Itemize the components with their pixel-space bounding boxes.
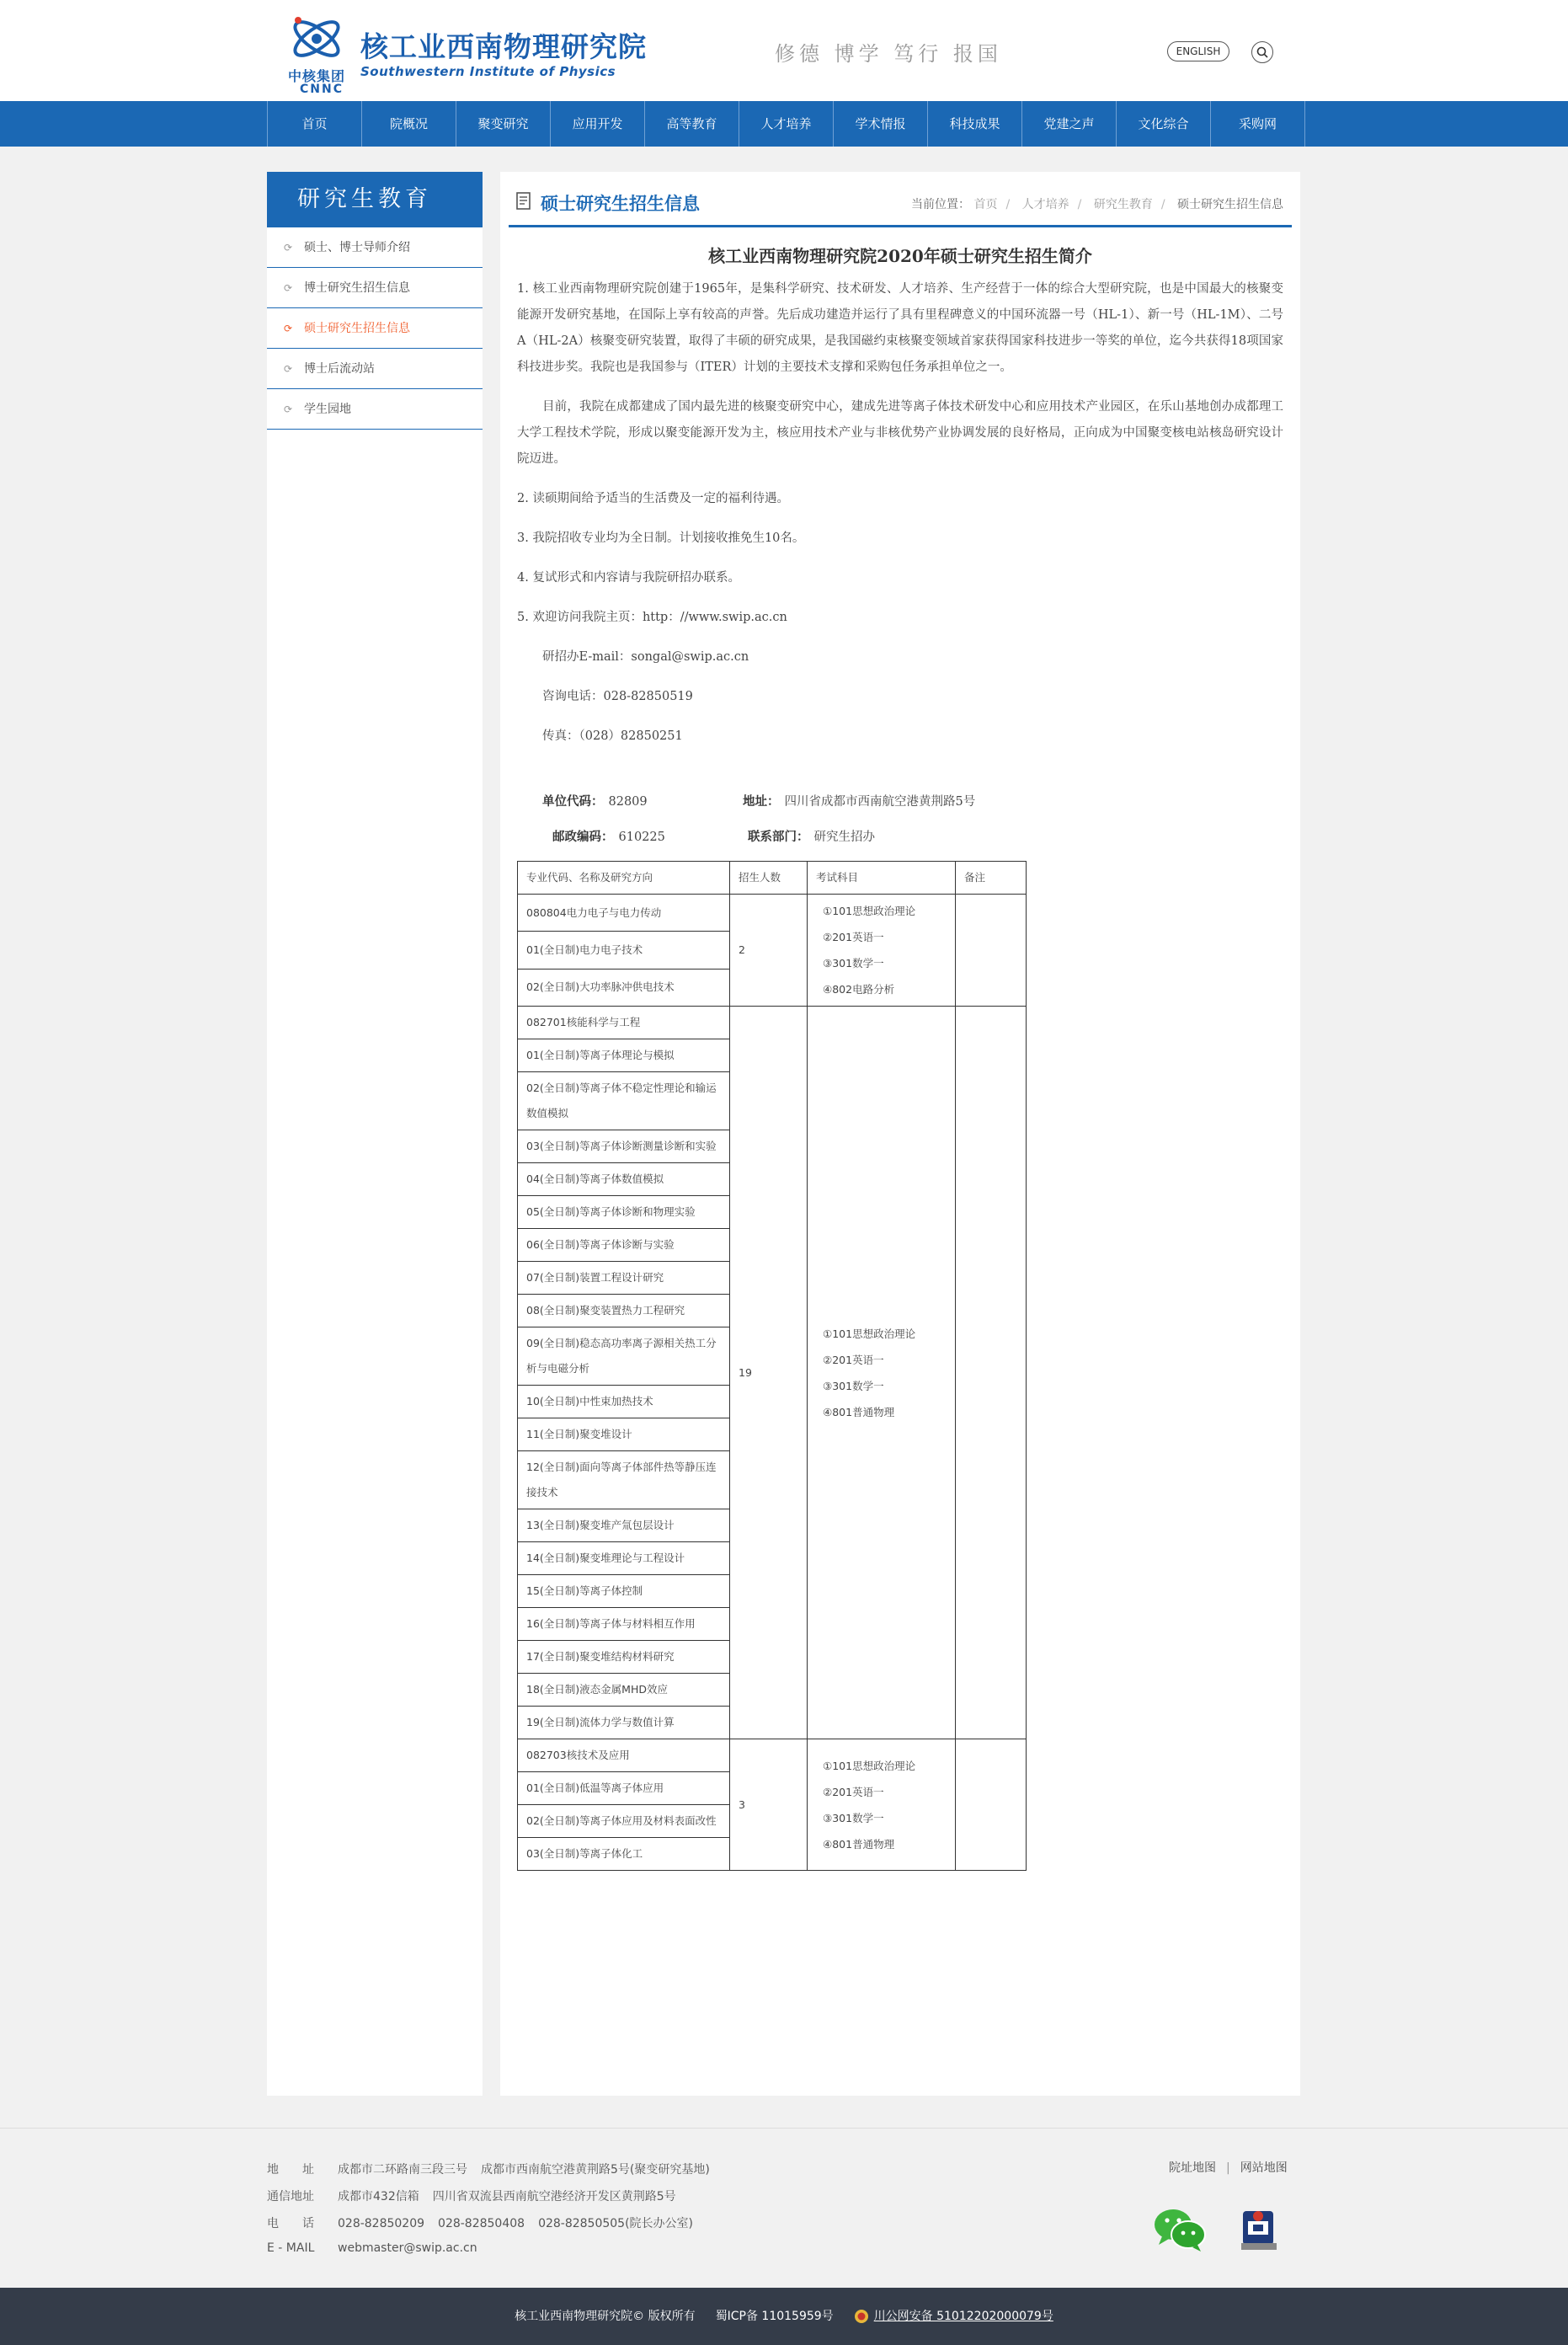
breadcrumb-current: 硕士研究生招生信息 <box>1177 198 1283 211</box>
sidebar-item-label: 硕士、博士导师介绍 <box>304 241 410 254</box>
exam-subject: ③301数学一 <box>823 1379 884 1392</box>
police-record-link[interactable]: 川公网安备 51012202000079号 <box>873 2310 1053 2323</box>
address-value: 四川省成都市西南航空港黄荆路5号 <box>784 795 976 809</box>
link-arrow-icon: ⟳ <box>284 242 293 254</box>
contact-fax: 传真：（028）82850251 <box>542 729 683 743</box>
footer-mail-1: 成都市432信箱 <box>338 2190 419 2203</box>
table-cell-exams <box>808 1739 956 1871</box>
link-arrow-icon: ⟳ <box>284 282 293 294</box>
table-cell-major: 080804电力电子与电力传动 <box>518 895 730 932</box>
table-cell-major: 02(全日制)等离子体不稳定性理论和输运数值模拟 <box>518 1072 730 1130</box>
table-cell-remark <box>956 895 1027 1007</box>
police-icon[interactable] <box>1235 2204 1283 2255</box>
paragraph-current: 目前，我院在成都建成了国内最先进的核聚变研究中心，建成先进等离子体技术研发中心和应用技术产业园区，在乐山基地创办成都理工大学工程技术学院，形成以聚变能源开发为主，核应用技术产业与非核优势产业协调发展的良好格局，正向成为中国聚变核电站核岛研究设计院迈进。 <box>517 400 1283 466</box>
table-header: 考试科目 <box>808 862 956 895</box>
contact-dept <box>748 827 875 845</box>
english-button[interactable]: ENGLISH <box>1167 41 1229 61</box>
link-arrow-icon: ⟳ <box>284 363 293 375</box>
exam-subject: ③301数学一 <box>823 1811 884 1824</box>
footer-bar <box>0 2288 1568 2345</box>
logo-title-cn: 核工业西南物理研究院 <box>360 30 647 63</box>
sidebar-item-phd-admission[interactable] <box>267 268 483 308</box>
address <box>743 792 975 809</box>
table-cell-major: 01(全日制)等离子体理论与模拟 <box>518 1039 730 1072</box>
contact-dept-value: 研究生招办 <box>813 831 875 844</box>
main-content <box>500 172 1300 2096</box>
breadcrumb-label: 当前位置： <box>911 198 971 211</box>
exam-subject: ②201英语一 <box>823 1785 884 1798</box>
table-cell-major: 07(全日制)装置工程设计研究 <box>518 1262 730 1295</box>
search-button[interactable] <box>1251 41 1273 63</box>
exam-subject: ①101思想政治理论 <box>823 1327 916 1340</box>
sidebar-title: 研究生教育 <box>267 172 483 227</box>
footer-phone-2: 028-82850408 <box>438 2217 525 2230</box>
table-cell-major: 082701核能科学与工程 <box>518 1007 730 1039</box>
table-header: 招生人数 <box>730 862 808 895</box>
atom-logo-icon <box>286 10 347 69</box>
breadcrumb: 当前位置： 首页 / 人才培养 / 研究生教育 / 硕士研究生招生信息 <box>911 198 1283 211</box>
copyright-text: 核工业西南物理研究院© 版权所有 <box>515 2310 696 2323</box>
table-cell-major: 06(全日制)等离子体诊断与实验 <box>518 1229 730 1262</box>
footer-email <box>267 2241 491 2255</box>
postcode-label: 邮政编码： <box>552 830 614 844</box>
paragraph-fulltime: 3. 我院招收专业均为全日制。计划接收推免生10名。 <box>517 531 805 545</box>
footer-address <box>267 2161 723 2177</box>
footer-mail-label: 通信地址 <box>267 2190 314 2203</box>
nav-item-talent[interactable]: 人才培养 <box>739 101 834 147</box>
site-logo[interactable] <box>286 10 657 94</box>
table-row <box>518 895 1027 932</box>
nav-item-achievements[interactable]: 科技成果 <box>928 101 1022 147</box>
footer-links: 院址地图 | 网站地图 <box>1169 2161 1288 2175</box>
table-header: 专业代码、名称及研究方向 <box>518 862 730 895</box>
table-cell-major: 13(全日制)聚变堆产氚包层设计 <box>518 1509 730 1542</box>
table-cell-major: 03(全日制)等离子体化工 <box>518 1838 730 1871</box>
unit-code <box>542 792 648 809</box>
exam-subject: ④801普通物理 <box>823 1837 895 1851</box>
breadcrumb-home[interactable]: 首页 <box>973 198 998 211</box>
sidebar-item-label: 硕士研究生招生信息 <box>304 322 410 335</box>
footer-mail-2: 四川省双流县西南航空港经济开发区黄荆路5号 <box>432 2190 676 2203</box>
nav-list <box>267 101 1305 147</box>
nav-item-applied-development[interactable]: 应用开发 <box>551 101 645 147</box>
section-title: 硕士研究生招生信息 <box>541 194 700 214</box>
table-cell-major: 082703核技术及应用 <box>518 1739 730 1772</box>
main-nav <box>0 101 1568 147</box>
table-cell-major: 02(全日制)等离子体应用及材料表面改性 <box>518 1805 730 1838</box>
exam-subject: ②201英语一 <box>823 931 884 943</box>
table-cell-major: 05(全日制)等离子体诊断和物理实验 <box>518 1196 730 1229</box>
logo-title-en: Southwestern Institute of Physics <box>360 64 616 79</box>
table-header: 备注 <box>956 862 1027 895</box>
sidebar-item-postdoc[interactable] <box>267 349 483 389</box>
copyright-line <box>0 2288 1568 2345</box>
table-cell-remark <box>956 1739 1027 1871</box>
sidebar-item-label: 博士后流动站 <box>304 362 375 376</box>
table-cell-major: 11(全日制)聚变堆设计 <box>518 1418 730 1451</box>
table-cell-exams <box>808 1007 956 1739</box>
footer-mail <box>267 2187 690 2204</box>
footer-phone-label: 电 话 <box>267 2217 314 2230</box>
footer-email-value[interactable]: webmaster@swip.ac.cn <box>338 2241 477 2255</box>
sidebar-item-student-garden[interactable] <box>267 389 483 430</box>
exam-subject: ③301数学一 <box>823 957 884 970</box>
table-header-row <box>518 862 1027 895</box>
footer-address-2: 成都市西南航空港黄荆路5号(聚变研究基地) <box>481 2163 710 2177</box>
table-cell-major: 12(全日制)面向等离子体部件热等静压连接技术 <box>518 1451 730 1509</box>
nav-item-party[interactable]: 党建之声 <box>1022 101 1117 147</box>
table-cell-major: 16(全日制)等离子体与材料相互作用 <box>518 1608 730 1641</box>
footer-phone <box>267 2214 707 2231</box>
search-icon <box>1256 46 1268 58</box>
table-cell-major: 09(全日制)稳态高功率离子源相关热工分析与电磁分析 <box>518 1327 730 1386</box>
unit-code-label: 单位代码： <box>542 794 604 809</box>
footer-info <box>0 2128 1568 2288</box>
nav-item-fusion-research[interactable]: 聚变研究 <box>456 101 551 147</box>
nav-item-home[interactable]: 首页 <box>268 101 362 147</box>
table-cell-count: 3 <box>730 1739 808 1871</box>
footer-link-sitemap[interactable]: 网站地图 <box>1240 2161 1288 2175</box>
footer-address-1: 成都市二环路南三段三号 <box>338 2163 467 2177</box>
sidebar-item-label: 学生园地 <box>304 403 351 416</box>
footer-phone-1: 028-82850209 <box>338 2217 425 2230</box>
sidebar-item-label: 博士研究生招生信息 <box>304 281 410 295</box>
exam-subject: ①101思想政治理论 <box>823 1759 916 1772</box>
paragraph-benefits: 2. 读硕期间给予适当的生活费及一定的福利待遇。 <box>517 492 789 505</box>
exam-subject: ①101思想政治理论 <box>823 905 916 917</box>
nav-item-academic-info[interactable]: 学术情报 <box>834 101 928 147</box>
table-cell-exams <box>808 895 956 1007</box>
link-arrow-icon: ⟳ <box>284 323 293 334</box>
table-cell-major: 04(全日制)等离子体数值模拟 <box>518 1163 730 1196</box>
site-header <box>0 0 1568 101</box>
table-cell-major: 14(全日制)聚变堆理论与工程设计 <box>518 1542 730 1575</box>
table-cell-major: 02(全日制)大功率脉冲供电技术 <box>518 969 730 1006</box>
sidebar-item-master-admission[interactable] <box>267 308 483 349</box>
wechat-icon[interactable] <box>1152 2206 1208 2253</box>
paragraph-retest: 4. 复试形式和内容请与我院研招办联系。 <box>517 571 740 585</box>
nav-item-about[interactable]: 院概况 <box>362 101 456 147</box>
contact-phone: 咨询电话：028-82850519 <box>542 690 693 703</box>
document-icon <box>515 192 532 211</box>
table-cell-remark <box>956 1007 1027 1739</box>
table-cell-major: 17(全日制)聚变堆结构材料研究 <box>518 1641 730 1674</box>
link-arrow-icon: ⟳ <box>284 403 293 415</box>
table-cell-major: 19(全日制)流体力学与数值计算 <box>518 1707 730 1739</box>
postcode <box>552 827 665 845</box>
breadcrumb-talent[interactable]: 人才培养 <box>1021 198 1069 211</box>
nav-item-procurement[interactable]: 采购网 <box>1211 101 1305 147</box>
footer-phone-3: 028-82850505(院长办公室) <box>538 2217 694 2230</box>
paragraph-intro: 1. 核工业西南物理研究院创建于1965年，是集科学研究、技术研发、人才培养、生产经营于一体的综合大型研究院，也是中国最大的核聚变能源开发研究基地，在国际上享有较高的声誉。先后成功建造并运行了具有里程碑意义的中国环流器一号（HL-1）、新一号（HL-1M）、二号A（HL-2A）核聚变研究装置，取得了丰硕的研究成果，是我国磁约束核聚变领域首家获得国家科技进步一等奖的单位，迄今共获得18项国家科技进步奖。我院也是我国参与（ITER）计划的主要技术支撑和采购包任务承担单位之一。 <box>517 282 1283 374</box>
contact-email: 研招办E-mail：songal@swip.ac.cn <box>542 650 749 664</box>
table-row <box>518 1739 1027 1772</box>
table-cell-major: 01(全日制)低温等离子体应用 <box>518 1772 730 1805</box>
contact-dept-label: 联系部门： <box>748 830 809 844</box>
address-label: 地址： <box>743 794 780 809</box>
table-cell-major: 01(全日制)电力电子技术 <box>518 932 730 969</box>
table-cell-major: 03(全日制)等离子体诊断测量诊断和实验 <box>518 1130 730 1163</box>
exam-subject: ②201英语一 <box>823 1353 884 1366</box>
sidebar <box>267 172 483 2096</box>
footer-link-address-map[interactable]: 院址地图 <box>1169 2161 1216 2175</box>
breadcrumb-graduate[interactable]: 研究生教育 <box>1093 198 1153 211</box>
footer-email-label: E - MAIL <box>267 2241 315 2255</box>
institute-motto: 修德 博学 笃行 报国 <box>775 42 1002 66</box>
paragraph-homepage: 5. 欢迎访问我院主页：http：//www.swip.ac.cn <box>517 611 787 624</box>
admission-table <box>517 861 1027 1871</box>
logo-cnnc-en: CNNC <box>300 83 344 96</box>
table-cell-major: 08(全日制)聚变装置热力工程研究 <box>518 1295 730 1327</box>
table-cell-count: 19 <box>730 1007 808 1739</box>
logo-cnnc-cn: 中核集团 <box>288 68 346 84</box>
icp-link[interactable]: 蜀ICP备 11015959号 <box>715 2310 834 2323</box>
sidebar-item-supervisors[interactable] <box>267 227 483 268</box>
table-cell-major: 15(全日制)等离子体控制 <box>518 1575 730 1608</box>
table-row <box>518 1007 1027 1039</box>
section-header <box>509 185 1292 227</box>
table-cell-count: 2 <box>730 895 808 1007</box>
exam-subject: ④801普通物理 <box>823 1405 895 1418</box>
police-badge-icon <box>854 2309 869 2324</box>
nav-item-higher-education[interactable]: 高等教育 <box>645 101 739 147</box>
footer-address-label: 地 址 <box>267 2163 314 2177</box>
exam-subject: ④802电路分析 <box>823 983 895 996</box>
nav-item-culture[interactable]: 文化综合 <box>1117 101 1211 147</box>
table-cell-major: 10(全日制)中性束加热技术 <box>518 1386 730 1418</box>
article-title: 核工业西南物理研究院2020年硕士研究生招生简介 <box>708 246 1092 266</box>
admission-table-body <box>518 862 1027 1871</box>
unit-code-value: 82809 <box>608 795 648 809</box>
article-body <box>517 276 1283 750</box>
postcode-value: 610225 <box>618 831 665 844</box>
table-cell-major: 18(全日制)液态金属MHD效应 <box>518 1674 730 1707</box>
